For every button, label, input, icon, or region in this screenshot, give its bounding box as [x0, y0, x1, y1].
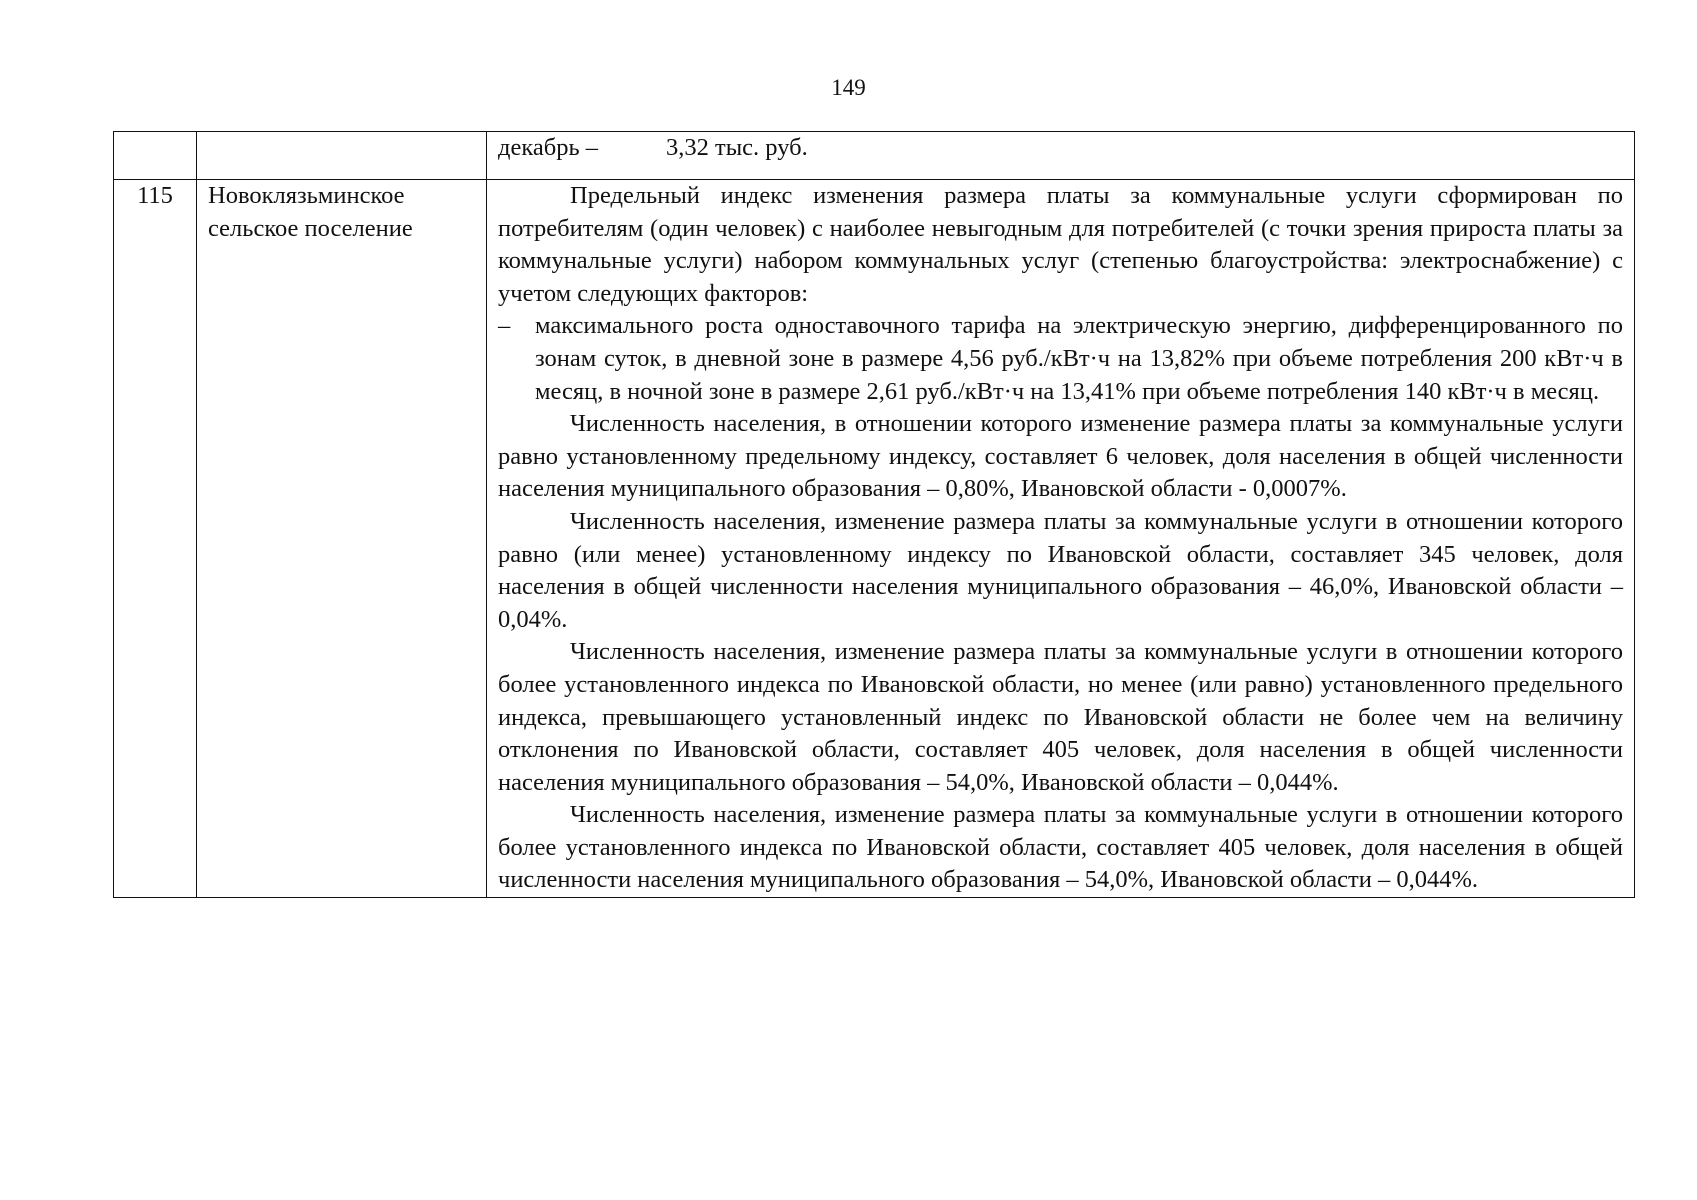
bullet-item [498, 310, 1623, 408]
settlement-name-cell [197, 132, 487, 180]
bullet-dash: – [498, 312, 511, 340]
table-row-115 [114, 180, 1635, 898]
bullet-text: максимального роста одноставочного тарифа на электрическую энергию, дифференцированного по зонам суток, в дневной зоне в размере 4,56 руб./кВт·ч на 13,82% при объеме потребления 200 кВт·ч в месяц, в ночной зоне в размере 2,61 руб./кВт·ч на 13,41% при объеме потребления 140 кВт·ч в месяц. [535, 312, 1623, 405]
population-paragraph-3: Численность населения, изменение размера платы за коммунальные услуги в отношении которого более установленного индекса по Ивановской области, но менее (или равно) установленного предельного индекса, превышающего установленный индекс по Ивановской области не более чем на величину отклонения по Ивановской области, составляет 405 человек, доля населения в общей численности населения муниципального образования – 54,0%, Ивановской области – 0,044%. [498, 638, 1623, 796]
population-paragraph-1: Численность населения, в отношении которого изменение размера платы за коммунальные услуги равно установленному предельному индексу, составляет 6 человек, доля населения в общей численности населения муниципального образования – 0,80%, Ивановской области - 0,0007%. [498, 410, 1623, 503]
population-paragraph-4: Численность населения, изменение размера платы за коммунальные услуги в отношении которого более установленного индекса по Ивановской области, составляет 405 человек, доля населения в общей численности населения муниципального образования – 54,0%, Ивановской области – 0,044%. [498, 801, 1623, 894]
description-cell [487, 180, 1635, 898]
document-table [113, 131, 1635, 898]
description-cell [487, 132, 1635, 180]
month-label: декабрь – [498, 134, 599, 161]
row-number-cell [114, 132, 197, 180]
table-row-continuation [114, 132, 1635, 180]
intro-paragraph: Предельный индекс изменения размера платы за коммунальные услуги сформирован по потребителям (один человек) с наиболее невыгодным для потребителей (с точки зрения прироста платы за коммунальные услуги) набором коммунальных услуг (степенью благоустройства: электроснабжение) с учетом следующих факторов: [498, 182, 1623, 307]
month-value: 3,32 тыс. руб. [666, 134, 808, 161]
population-paragraph-2: Численность населения, изменение размера платы за коммунальные услуги в отношении которого равно (или менее) установленному индексу по Ивановской области, составляет 345 человек, доля населения в общей численности населения муниципального образования – 46,0%, Ивановской области – 0,04%. [498, 507, 1623, 633]
row-number-cell: 115 [114, 180, 197, 898]
settlement-name-cell: Новоклязьминское сельское поселение [197, 180, 487, 898]
page-number: 149 [831, 75, 866, 100]
month-value-line [498, 132, 1623, 165]
